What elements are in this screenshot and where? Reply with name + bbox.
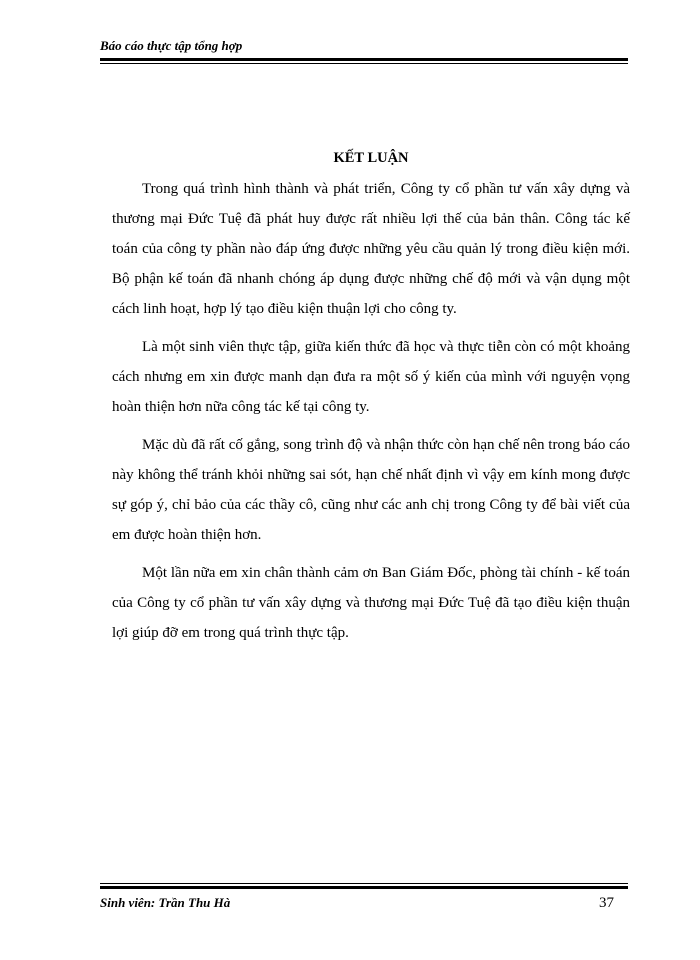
page-number: 37 <box>599 895 614 911</box>
paragraph-2: Là một sinh viên thực tập, giữa kiến thức đã học và thực tiễn còn có một khoảng cách nhưng em xin được manh dạn đưa ra một số ý kiến của mình với nguyện vọng hoàn thiện hơn nữa công tác kế tại công ty. <box>112 339 630 415</box>
paragraph-1: Trong quá trình hình thành và phát triển, Công ty cổ phần tư vấn xây dựng và thương mại Đức Tuệ đã phát huy được rất nhiều lợi thế của bản thân. Công tác kế toán của công ty phần nào đáp ứng được những yêu cầu quản lý trong điều kiện mới. Bộ phận kế toán đã nhanh chóng áp dụng được những chế độ mới và vận dụng một cách linh hoạt, hợp lý tạo điều kiện thuận lợi cho công ty. <box>112 181 630 317</box>
paragraph-3: Mặc dù đã rất cố gắng, song trình độ và nhận thức còn hạn chế nên trong báo cáo này không thể tránh khỏi những sai sót, hạn chế nhất định vì vậy em kính mong được sự góp ý, chỉ bảo của các thầy cô, cũng như các anh chị trong Công ty để bài viết của em được hoàn thiện hơn. <box>112 437 630 543</box>
header-rule-thin <box>100 63 628 64</box>
page-body <box>112 148 630 656</box>
page-header <box>100 38 628 64</box>
footer-rule-thick <box>100 886 628 889</box>
footer-student-name: Sinh viên: Trần Thu Hà <box>100 895 231 910</box>
page-footer <box>100 883 628 911</box>
paragraph-4: Một lần nữa em xin chân thành cảm ơn Ban Giám Đốc, phòng tài chính - kế toán của Công ty cổ phần tư vấn xây dựng và thương mại Đức Tuệ đã tạo điều kiện thuận lợi giúp đỡ em trong quá trình thực tập. <box>112 565 630 641</box>
section-heading: KẾT LUẬN <box>333 150 409 166</box>
header-title: Báo cáo thực tập tổng hợp <box>100 38 243 53</box>
